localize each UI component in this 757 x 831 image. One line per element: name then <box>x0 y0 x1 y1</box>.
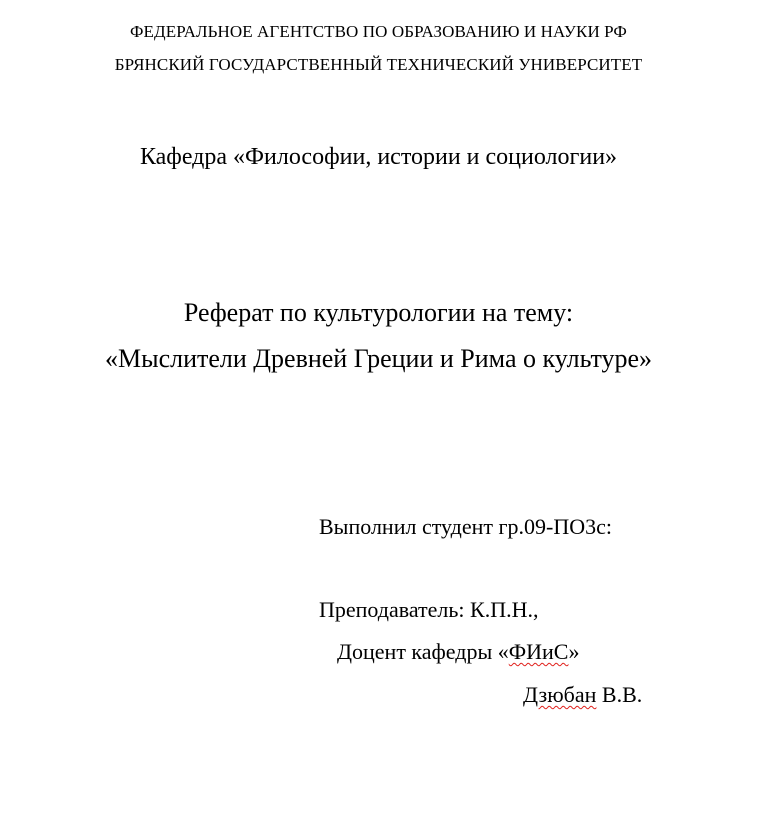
department-name: Кафедра «Философии, истории и социологии» <box>139 144 618 170</box>
teacher-initials: В.В. <box>596 682 643 707</box>
author-label: Выполнил студент гр.09-ПО3с: <box>319 514 612 539</box>
teacher-surname-misspelled[interactable]: Дзюбан <box>523 682 597 707</box>
essay-title: «Мыслители Древней Греции и Рима о культуре» <box>104 344 653 373</box>
teacher-label: Преподаватель: К.П.Н., <box>319 597 539 622</box>
teacher-position <box>337 641 579 663</box>
header-university: БРЯНСКИЙ ГОСУДАРСТВЕННЫЙ ТЕХНИЧЕСКИЙ УНИВЕРСИТЕТ <box>114 55 643 74</box>
department-abbr-misspelled[interactable]: ФИиС <box>508 639 569 664</box>
teacher-position-suffix: » <box>568 639 580 664</box>
header-agency: ФЕДЕРАЛЬНОЕ АГЕНТСТВО ПО ОБРАЗОВАНИЮ И НАУКИ РФ <box>130 22 627 41</box>
teacher-name <box>523 684 642 706</box>
teacher-position-prefix: Доцент кафедры « <box>337 639 509 664</box>
essay-subject: Реферат по культурологии на тему: <box>183 298 574 327</box>
